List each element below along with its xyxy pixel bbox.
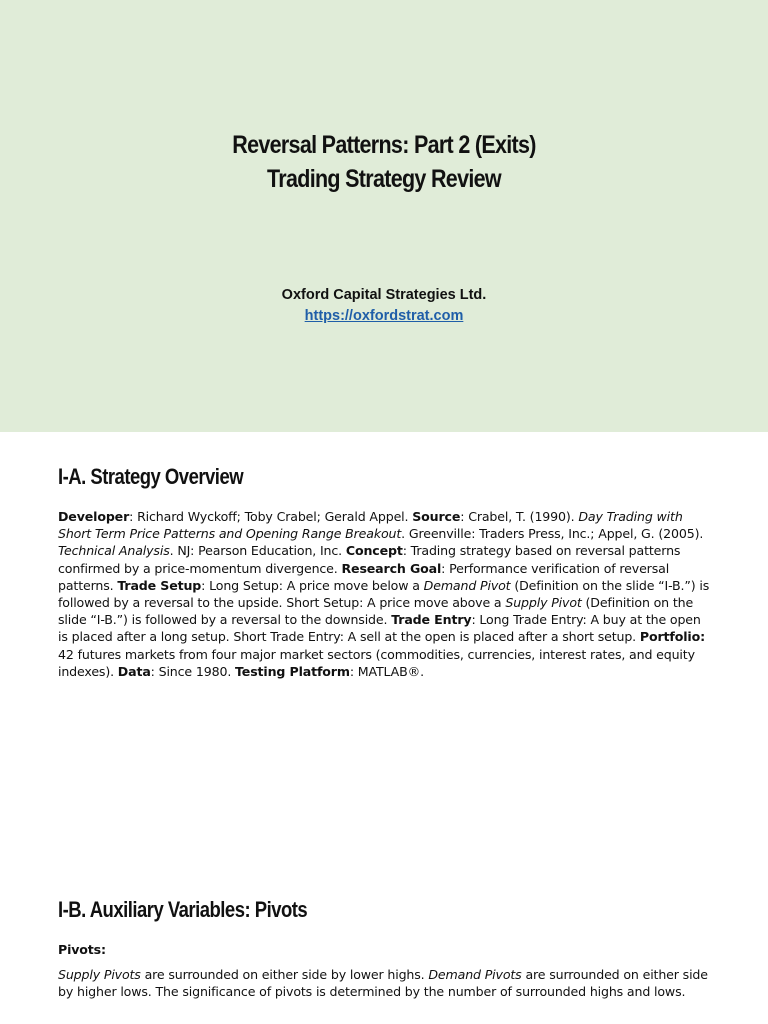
title-banner — [0, 0, 768, 432]
testing-platform-label: Testing Platform — [235, 663, 350, 679]
concept-label: Concept — [345, 543, 403, 559]
source-value: . Greenville: Traders Press, Inc.; Appel, G. (2005). — [401, 526, 704, 542]
trade-setup-value: : Long Setup: A price move below a — [201, 577, 424, 593]
title-line-2: Trading Strategy Review — [267, 165, 501, 193]
section-heading-strategy-overview: I-A. Strategy Overview — [58, 464, 244, 489]
pivots-paragraph — [58, 966, 710, 1000]
research-goal-label: Research Goal — [341, 560, 442, 576]
demand-pivots-term: Demand Pivots — [428, 967, 522, 982]
research-goal-value: : Performance verification of reversal patterns. — [58, 560, 670, 593]
source-value: . NJ: Pearson Education, Inc. — [169, 543, 346, 559]
data-value: : Since 1980. — [150, 663, 236, 679]
supply-pivot-term: Supply Pivot — [505, 595, 582, 611]
pivots-label — [58, 941, 710, 958]
organization-name: Oxford Capital Strategies Ltd. — [281, 287, 487, 303]
pivots-text: are surrounded on either side by lower highs. — [140, 967, 429, 982]
title-line-1: Reversal Patterns: Part 2 (Exits) — [232, 131, 536, 159]
source-label: Source — [412, 509, 461, 524]
trade-entry-value: : Long Trade Entry: A buy at the open is placed after a long setup. Short Trade Entry: A sell at the open is placed after a short setup. — [58, 612, 701, 645]
portfolio-value: 42 futures markets from four major market sectors (commodities, currencies, interest rates, and equity indexes). — [58, 646, 695, 679]
pivots-label-text: Pivots: — [58, 942, 106, 957]
testing-platform-value: : MATLAB®. — [349, 663, 424, 679]
developer-value: : Richard Wyckoff; Toby Crabel; Gerald Appel. — [129, 509, 413, 524]
source-book-title: Technical Analysis — [58, 543, 170, 559]
trade-entry-label: Trade Entry — [391, 612, 472, 628]
trade-setup-value: (Definition on the slide “I-B.”) is followed by a reversal to the upside. Short Setup: A price move above a — [58, 577, 710, 611]
developer-label: Developer — [58, 509, 130, 524]
website-link[interactable]: https://oxfordstrat.com — [304, 308, 464, 324]
pivots-text: are surrounded on either side by higher lows. The significance of pivots is determined by the number of surrounded highs and lows. — [58, 967, 708, 1000]
data-label: Data — [117, 663, 151, 679]
demand-pivot-term: Demand Pivot — [423, 577, 511, 593]
portfolio-label: Portfolio: — [639, 629, 705, 645]
source-value: : Crabel, T. (1990). — [460, 509, 579, 524]
concept-value: : Trading strategy based on reversal patterns confirmed by a price-momentum divergence. — [58, 543, 681, 576]
organization-block — [0, 285, 768, 327]
strategy-overview-paragraph — [58, 508, 710, 680]
trade-setup-label: Trade Setup — [117, 577, 202, 593]
section-heading-pivots: I-B. Auxiliary Variables: Pivots — [58, 897, 308, 922]
page-title — [54, 128, 714, 196]
supply-pivots-term: Supply Pivots — [58, 967, 141, 982]
source-book-title: Day Trading with Short Term Price Patterns and Opening Range Breakout — [58, 509, 683, 542]
trade-setup-value: (Definition on the slide “I-B.”) is followed by a reversal to the downside. — [58, 595, 694, 628]
